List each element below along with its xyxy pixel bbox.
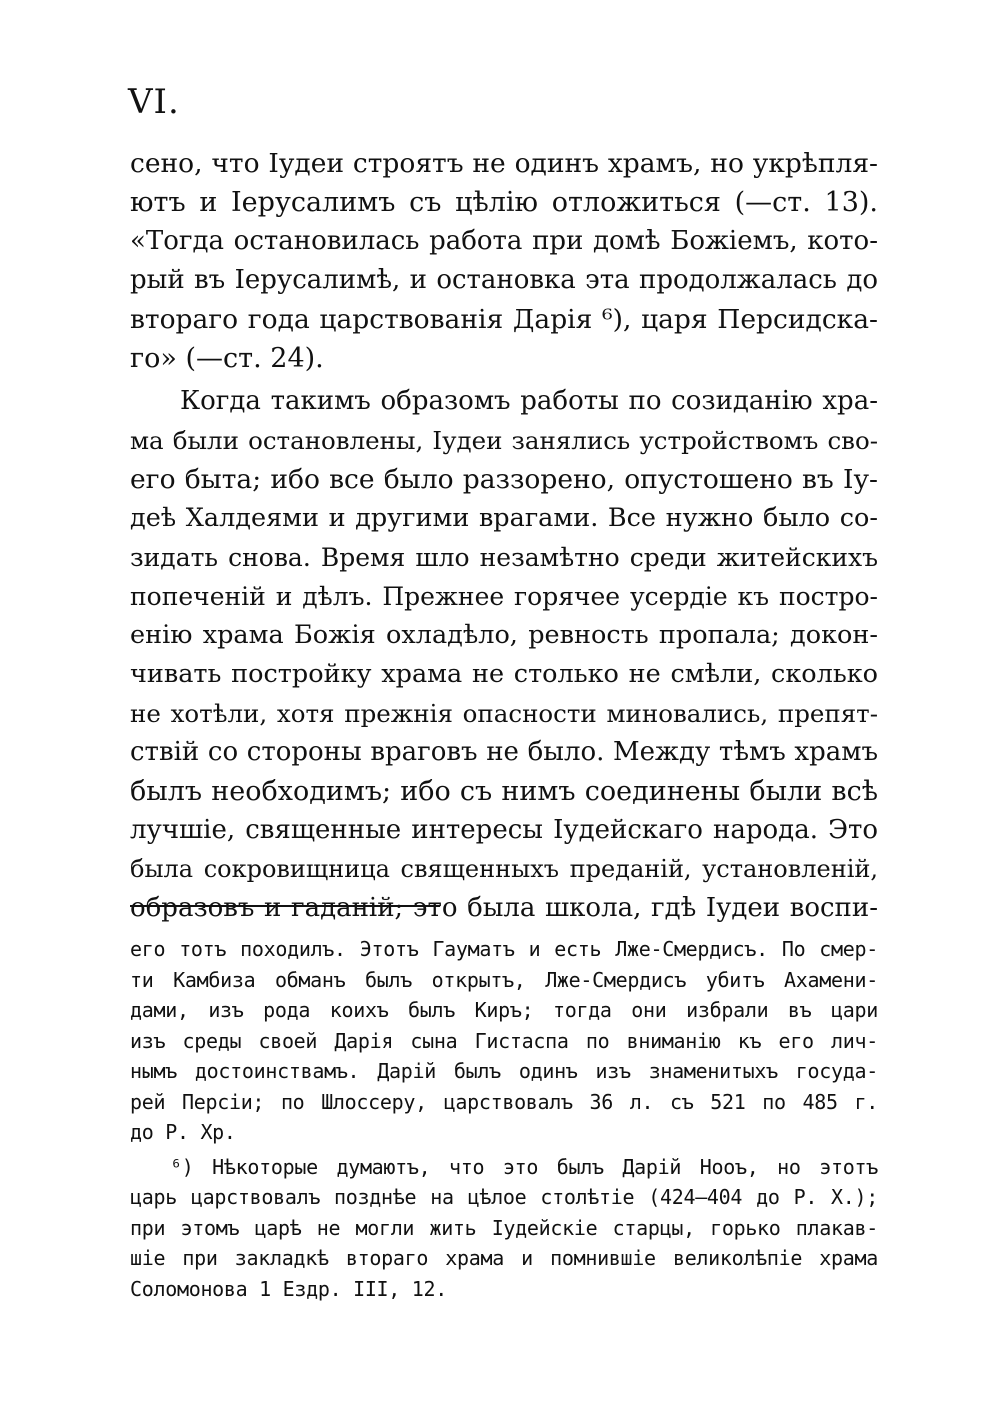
footnote-line: нымъ достоинствамъ. Дарій былъ одинъ изъ знаменитыхъ госуда- bbox=[130, 1059, 878, 1083]
text-line: его быта; ибо все было раззорено, опустошено въ Іу- bbox=[130, 464, 878, 495]
text-line: рый въ Іерусалимѣ, и остановка эта продолжалась до bbox=[130, 265, 878, 295]
text-line: была сокровищница священныхъ преданій, установленій, bbox=[130, 855, 878, 883]
text-line: ютъ и Іерусалимъ съ цѣлію отложиться (—ст. 13). bbox=[130, 187, 878, 218]
text-line: лучшіе, священные интересы Іудейскаго народа. Это bbox=[130, 815, 878, 845]
footnote-divider bbox=[130, 905, 440, 907]
footnote-line: ⁶) Нѣкоторые думаютъ, что это былъ Дарій Нооъ, но этотъ bbox=[170, 1154, 878, 1179]
text-line: «Тогда остановилась работа при домѣ Божіемъ, кото- bbox=[130, 226, 878, 256]
text-line: ствій со стороны враговъ не было. Между тѣмъ храмъ bbox=[130, 737, 878, 767]
footnote-line: изъ среды своей Дарія сына Гистаспа по вниманію къ его лич- bbox=[130, 1028, 878, 1053]
text-line: образовъ и гаданій; это была школа, гдѣ Іудеи воспи- bbox=[130, 893, 878, 923]
footnote-line: царь царствовалъ позднѣе на цѣлое столѣтіе (424—404 до Р. Х.); bbox=[130, 1185, 878, 1209]
footnote-line: дами, изъ рода коихъ былъ Киръ; тогда они избрали въ цари bbox=[130, 998, 878, 1022]
text-line: попеченій и дѣлъ. Прежнее горячее усердіе къ постро- bbox=[130, 582, 878, 611]
text-line: чивать постройку храма не столько не смѣли, сколько bbox=[130, 659, 878, 689]
text-line: сено, что Іудеи строятъ не одинъ храмъ, но укрѣпля- bbox=[130, 148, 878, 179]
footnotes-block bbox=[130, 934, 878, 1304]
text-line: енію храма Божія охладѣло, ревность пропала; докон- bbox=[130, 620, 878, 650]
text-line: го» (—ст. 24). bbox=[130, 343, 324, 374]
footnote-line: его тотъ походилъ. Этотъ Гауматъ и есть Лже-Смердисъ. По смер- bbox=[130, 937, 878, 961]
footnote-line: рей Персіи; по Шлоссеру, царствовалъ 36 л. съ 521 по 485 г. bbox=[130, 1089, 878, 1114]
text-line: втораго года царствованія Дарія ⁶), царя Персидска- bbox=[130, 304, 878, 335]
footnote-line: ти Камбиза обманъ былъ открытъ, Лже-Смердисъ убитъ Ахамени- bbox=[130, 967, 878, 992]
main-text-block bbox=[130, 144, 878, 928]
text-line: Когда такимъ образомъ работы по созиданію хра- bbox=[180, 386, 878, 416]
text-line: деѣ Халдеями и другими врагами. Все нужно было со- bbox=[130, 503, 878, 533]
footnote-line: Соломонова 1 Ездр. III, 12. bbox=[130, 1276, 448, 1301]
footnote-line: шіе при закладкѣ втораго храма и помнившіе великолѣпіе храма bbox=[130, 1246, 878, 1270]
page-number: VI. bbox=[128, 82, 180, 122]
text-line: ма были остановлены, Іудеи занялись устройствомъ сво- bbox=[130, 426, 878, 455]
text-line: былъ необходимъ; ибо съ нимъ соединены были всѣ bbox=[130, 776, 878, 807]
footnote-line: до Р. Хр. bbox=[130, 1120, 236, 1144]
text-line: зидать снова. Время шло незамѣтно среди житейскихъ bbox=[130, 543, 878, 572]
footnote-line: при этомъ царѣ не могли жить Іудейскіе старцы, горько плакав- bbox=[130, 1215, 878, 1240]
text-line: не хотѣли, хотя прежнія опасности миновались, препят- bbox=[130, 699, 878, 728]
